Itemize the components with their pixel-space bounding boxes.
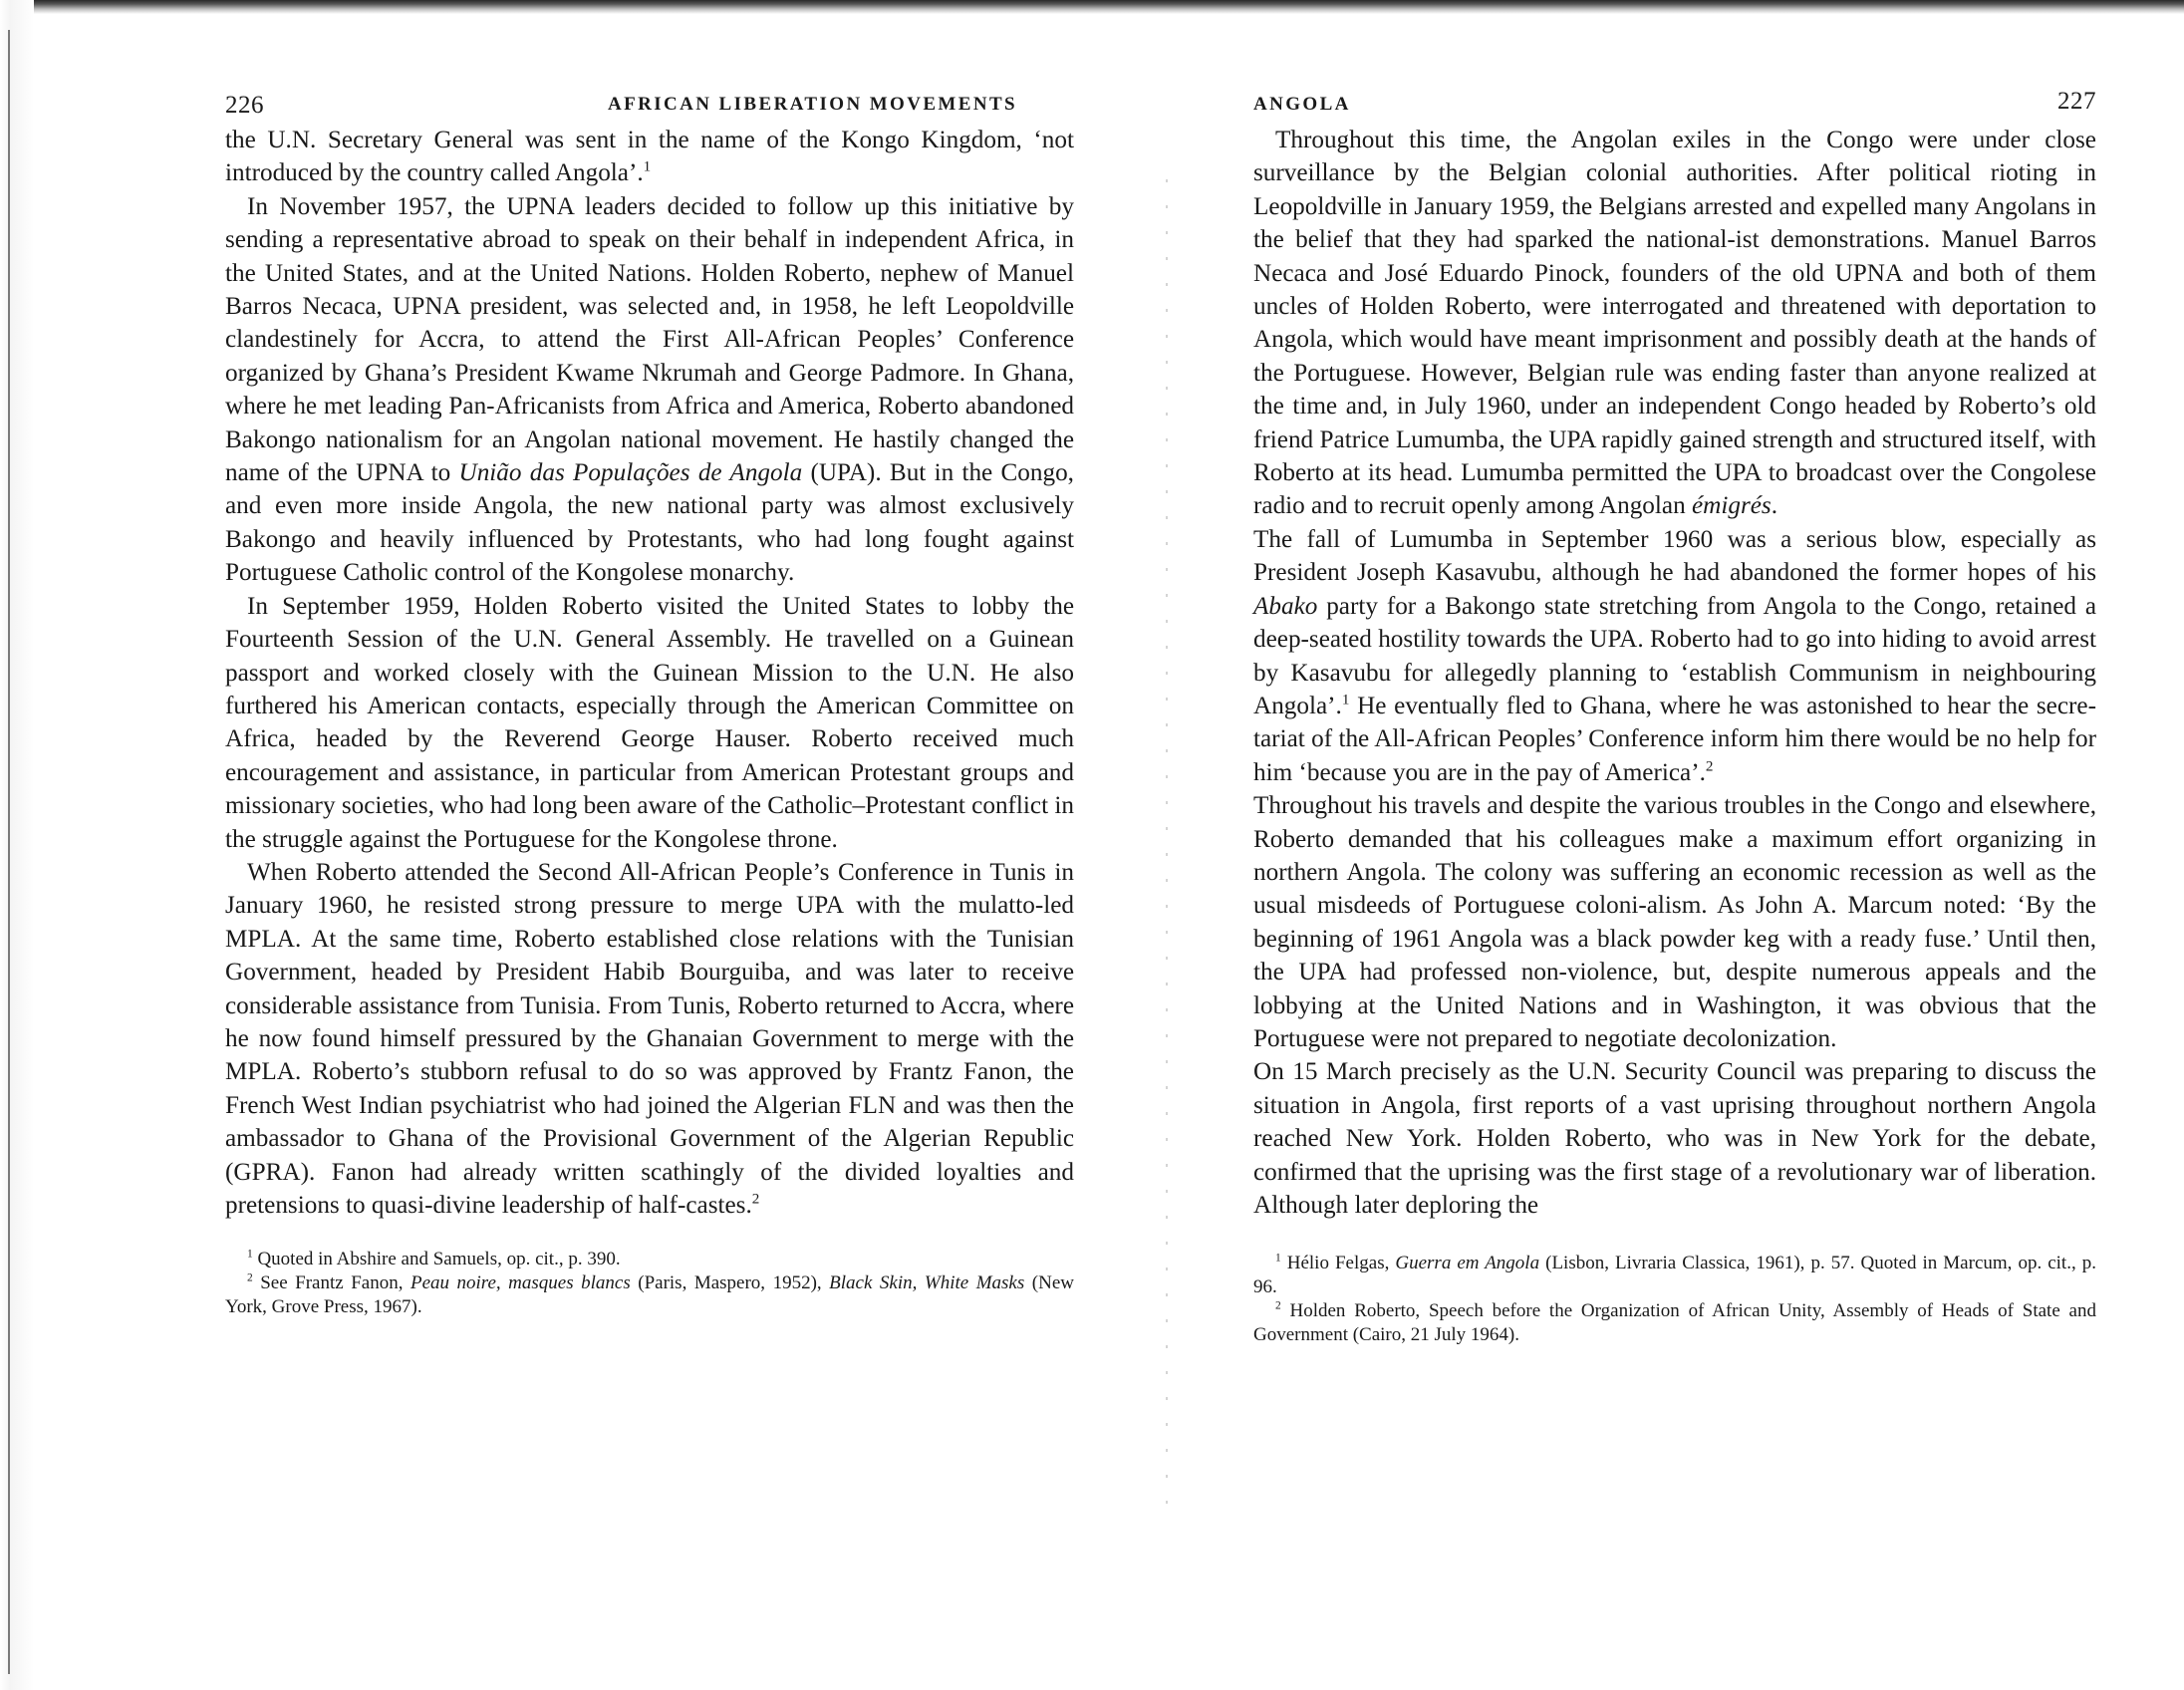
footnote-ref: 1 bbox=[1341, 692, 1350, 708]
left-page bbox=[225, 88, 1074, 1319]
right-page bbox=[1253, 88, 2096, 1347]
page-gutter bbox=[1166, 179, 1168, 1525]
footnote-ref: 2 bbox=[1705, 758, 1714, 775]
left-footnote-2: $^2$ See Frantz Fanon, Peau noire, masques blancs (Paris, Maspero, 1952), Black Skin, White Masks (New York, Grove Press, 1967). bbox=[225, 1272, 1074, 1318]
right-footnote-2: $^2$ Holden Roberto, Speech before the Organization of African Unity, Assembly of Heads of State and Government (Cairo, 21 July 1964). bbox=[1253, 1300, 2096, 1346]
left-footnote-1: $^1$ Quoted in Abshire and Samuels, op. cit., p. 390. bbox=[247, 1249, 621, 1270]
left-paragraph-2: In November 1957, the UPNA leaders decided to follow up this initiative by sending a representative abroad to speak on their behalf in independent Africa, in the United States, and at the United Nations. Holden Roberto, nephew of Manuel Barros Necaca, UPNA president, was selected and, in 1958, he left Leopoldville clandestinely for Accra, to attend the First All-African Peoples’ Conference organized by Ghana’s President Kwame Nkrumah and George Padmore. In Ghana, where he met leading Pan-Africanists from Africa and America, Roberto abandoned Bakongo nationalism for an Angolan national movement. He hastily changed the name of the UPNA to União das Populações de Angola (UPA). But in the Congo, and even more inside Angola, the new national party was almost exclusively Bakongo and heavily influenced by Protestants, who had long fought against Portuguese Catholic control of the Kongolese monarchy. bbox=[225, 192, 1074, 587]
right-footnotes bbox=[1253, 1252, 2096, 1347]
right-footnote-1: $^1$ Hélio Felgas, Guerra em Angola (Lisbon, Livraria Classica, 1961), p. 57. Quoted in Marcum, op. cit., p. 96. bbox=[1253, 1253, 2096, 1298]
left-running-head bbox=[225, 88, 1074, 124]
footnote-ref: 2 bbox=[751, 1191, 760, 1208]
left-running-title: AFRICAN LIBERATION MOVEMENTS bbox=[608, 94, 1017, 115]
right-paragraph-4: On 15 March precisely as the U.N. Security Council was preparing to discuss the situation in Angola, first reports of a vast uprising throughout northern Angola reached New York. Holden Roberto, who was in New York for the debate, confirmed that the uprising was the first stage of a revolutionary war of liberation. Although later deploring the bbox=[1253, 1058, 2096, 1219]
left-paragraph-1: the U.N. Secretary General was sent in the name of the Kongo Kingdom, ‘not introduced by the country called Angola’.$^1$ bbox=[225, 127, 1074, 187]
right-body-text bbox=[1253, 124, 2096, 1222]
footnote-ref: 1 bbox=[643, 159, 652, 176]
left-footnotes bbox=[225, 1248, 1074, 1319]
right-paragraph-3: Throughout his travels and despite the various troubles in the Congo and elsewhere, Roberto demanded that his colleagues make a maximum effort organizing in northern Angola. The colony was suffering an economic recession as well as the usual misdeeds of Portuguese coloni-alism. As John A. Marcum noted: ‘By the beginning of 1961 Angola was a black powder keg with a ready fuse.’ Until then, the UPA had professed non-violence, but, despite numerous appeals and the lobbying at the United Nations and in Washington, it was obvious that the Portuguese were not prepared to negotiate decolonization. bbox=[1253, 792, 2096, 1052]
right-page-number: 227 bbox=[2057, 88, 2096, 115]
left-body-text bbox=[225, 124, 1074, 1222]
left-paragraph-3: In September 1959, Holden Roberto visited the United States to lobby the Fourteenth Session of the U.N. General Assembly. He travelled on a Guinean passport and worked closely with the Guinean Mission to the U.N. He also furthered his American contacts, especially through the American Committee on Africa, headed by the Reverend George Hauser. Roberto received much encouragement and assistance, in particular from American Protestant groups and missionary societies, who had long been aware of the Catholic–Protestant conflict in the struggle against the Portuguese for the Kongolese throne. bbox=[225, 592, 1074, 853]
scan-top-edge bbox=[0, 0, 2184, 14]
right-running-title: ANGOLA bbox=[1253, 94, 1351, 115]
left-page-number: 226 bbox=[225, 92, 264, 119]
right-paragraph-2: The fall of Lumumba in September 1960 was a serious blow, especially as President Joseph Kasavubu, although he had abandoned the former hopes of his Abako party for a Bakongo state stretching from Angola to the Congo, retained a deep-seated hostility towards the UPA. Roberto had to go into hiding to avoid arrest by Kasavubu for allegedly planning to ‘establish Communism in neighbouring Angola’.$^1$ He eventually fled to Ghana, where he was astonished to hear the secre-tariat of the All-African Peoples’ Conference inform him there would be no help for him ‘because you are in the pay of America’.$^2$ bbox=[1253, 525, 2096, 786]
scan-binding-line bbox=[8, 30, 10, 1674]
left-paragraph-4: When Roberto attended the Second All-African People’s Conference in Tunis in January 1960, he resisted strong pressure to merge UPA with the mulatto-led MPLA. At the same time, Roberto established close relations with the Tunisian Government, headed by President Habib Bourguiba, and was later to receive considerable assistance from Tunisia. From Tunis, Roberto returned to Accra, where he now found himself pressured by the Ghanaian Government to merge with the MPLA. Roberto’s stubborn refusal to do so was approved by Frantz Fanon, the French West Indian psychiatrist who had joined the Algerian FLN and was then the ambassador to Ghana of the Provisional Government of the Algerian Republic (GPRA). Fanon had already written scathingly of the divided loyalties and pretensions to quasi-divine leadership of half-castes.$^2$ bbox=[225, 858, 1074, 1219]
scan-left-edge bbox=[0, 0, 34, 1690]
right-paragraph-1: Throughout this time, the Angolan exiles in the Congo were under close surveillance by the Belgian colonial authorities. After political rioting in Leopoldville in January 1959, the Belgians arrested and expelled many Angolans in the belief that they had sparked the national-ist demonstrations. Manuel Barros Necaca and José Eduardo Pinock, founders of the old UPNA and both of them uncles of Holden Roberto, were interrogated and threatened with deportation to Angola, which would have meant imprisonment and possibly death at the hands of the Portuguese. However, Belgian rule was ending faster than anyone realized at the time and, in July 1960, under an independent Congo headed by Roberto’s old friend Patrice Lumumba, the UPA rapidly gained strength and structured itself, with Roberto at its head. Lumumba permitted the UPA to broadcast over the Congolese radio and to recruit openly among Angolan émigrés. bbox=[1253, 127, 2096, 520]
right-running-head bbox=[1253, 88, 2096, 124]
